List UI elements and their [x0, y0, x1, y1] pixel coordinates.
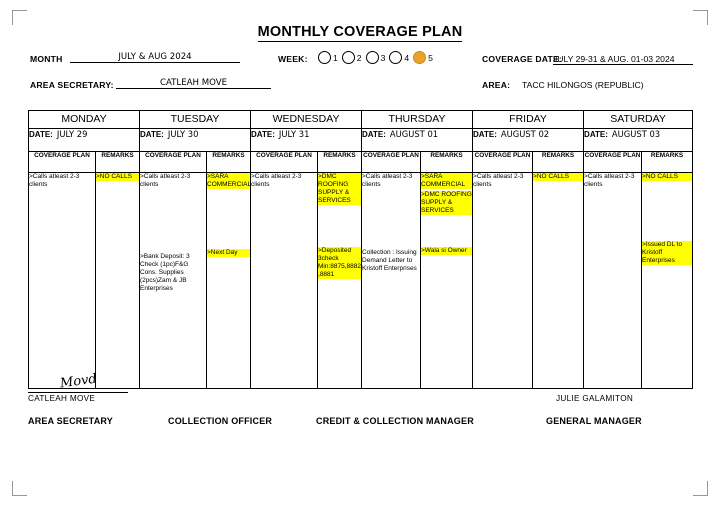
date-label: DATE: — [584, 130, 608, 139]
table-row-subheaders — [29, 152, 693, 173]
month-label: MONTH — [30, 54, 63, 64]
remark-item: >SARA COMMERCIAL — [207, 173, 252, 188]
cell-coverage-thursday[interactable] — [362, 173, 421, 389]
remark-item: >Next Day — [207, 249, 250, 257]
table-row-day-headers — [29, 111, 693, 129]
coverage-item: >Calls atleast 2-3 clients — [140, 173, 191, 188]
cell-remarks-tuesday[interactable] — [207, 173, 251, 389]
date-label: DATE: — [362, 130, 386, 139]
date-cell-thursday[interactable] — [362, 129, 473, 152]
month-value[interactable]: JULY & AUG 2024 — [70, 52, 240, 63]
signature-role-general-manager: GENERAL MANAGER — [546, 416, 642, 426]
coverage-item: >Calls atleast 2-3 clients — [29, 173, 80, 188]
coverage-item: >Calls atleast 2-3 clients — [584, 173, 635, 188]
table-row-dates — [29, 129, 693, 152]
cell-remarks-monday[interactable] — [96, 173, 140, 389]
subheader-remarks-friday: REMARKS — [533, 152, 584, 173]
spacer — [421, 217, 472, 247]
circle-icon — [342, 51, 355, 64]
coverage-date-label: COVERAGE DATE: — [482, 54, 562, 64]
remark-item: >DMC ROOFING SUPPLY & SERVICES — [421, 191, 472, 214]
week-option-2-label: 2 — [356, 52, 362, 63]
remark-item: >NO CALLS — [642, 173, 692, 181]
cell-coverage-monday[interactable] — [29, 173, 96, 389]
cell-coverage-wednesday[interactable] — [251, 173, 318, 389]
subheader-coverage-plan-saturday: COVERAGE PLAN — [584, 152, 642, 173]
crop-mark-top-right — [693, 10, 708, 25]
date-cell-saturday[interactable] — [584, 129, 693, 152]
remark-item: >DMC ROOFING SUPPLY & SERVICES — [318, 173, 361, 205]
cell-coverage-tuesday[interactable] — [140, 173, 207, 389]
remark-item: >Issued DL to Kristoff Enterprises — [642, 241, 692, 265]
page-title — [0, 24, 720, 40]
week-option-1-label: 1 — [333, 52, 338, 63]
day-header-wednesday: WEDNESDAY — [251, 111, 362, 129]
crop-mark-bottom-right — [693, 481, 708, 496]
week-option-5-selected[interactable] — [413, 51, 433, 64]
subheader-coverage-plan-friday: COVERAGE PLAN — [473, 152, 533, 173]
cell-remarks-wednesday[interactable] — [318, 173, 362, 389]
date-value-thursday: AUGUST 01 — [389, 129, 439, 139]
date-label: DATE: — [473, 130, 497, 139]
subheader-remarks-wednesday: REMARKS — [318, 152, 362, 173]
crop-mark-top-left — [12, 10, 27, 25]
signature-name-area-secretary: CATLEAH MOVE — [28, 394, 96, 403]
week-option-4-label: 4 — [404, 52, 410, 63]
week-option-3-label: 3 — [380, 52, 386, 63]
date-value-friday: AUGUST 02 — [500, 129, 550, 139]
area-secretary-value[interactable]: CATLEAH MOVE — [116, 78, 271, 89]
circle-icon — [366, 51, 379, 64]
subheader-coverage-plan-wednesday: COVERAGE PLAN — [251, 152, 318, 173]
subheader-coverage-plan-tuesday: COVERAGE PLAN — [140, 152, 207, 173]
crop-mark-bottom-left — [12, 481, 27, 496]
coverage-item: >Calls atleast 2-3 clients — [251, 173, 302, 188]
week-label: WEEK: — [278, 54, 308, 64]
circle-icon — [389, 51, 402, 64]
remark-item: >Deposited 3check Min:8875,8882 ,8881 — [318, 247, 362, 278]
date-value-tuesday: JULY 30 — [167, 129, 199, 139]
spacer — [207, 191, 250, 249]
area-value[interactable]: TACC HILONGOS (REPUBLIC) — [522, 80, 644, 90]
week-option-4[interactable] — [389, 51, 409, 64]
week-option-1[interactable] — [318, 51, 338, 64]
week-option-5-label: 5 — [428, 52, 433, 63]
header-fields — [30, 50, 694, 94]
remark-item: >SARA COMMERCIAL — [421, 173, 472, 189]
subheader-remarks-saturday: REMARKS — [642, 152, 693, 173]
coverage-date-value[interactable]: JULY 29-31 & AUG. 01-03 2024 — [553, 54, 693, 65]
cell-coverage-saturday[interactable] — [584, 173, 642, 389]
date-cell-wednesday[interactable] — [251, 129, 362, 152]
signature-role-credit-manager: CREDIT & COLLECTION MANAGER — [316, 416, 474, 426]
coverage-plan-table — [28, 110, 693, 389]
remark-item: >NO CALLS — [533, 173, 583, 181]
remark-item: >Wala si Owner — [421, 247, 472, 255]
week-option-2[interactable] — [342, 51, 362, 64]
signature-role-area-secretary: AREA SECRETARY — [28, 416, 113, 426]
page-title-text: MONTHLY COVERAGE PLAN — [257, 24, 463, 40]
coverage-item: Collection : Issuing Demand Letter to Kristoff Enterprises — [362, 249, 417, 272]
cell-coverage-friday[interactable] — [473, 173, 533, 389]
week-options[interactable] — [318, 51, 435, 64]
date-value-saturday: AUGUST 03 — [611, 129, 661, 139]
remark-item: >NO CALLS — [96, 173, 139, 181]
date-value-monday: JULY 29 — [56, 129, 88, 139]
day-header-friday: FRIDAY — [473, 111, 584, 129]
day-header-tuesday: TUESDAY — [140, 111, 251, 129]
date-cell-monday[interactable] — [29, 129, 140, 152]
cell-remarks-friday[interactable] — [533, 173, 584, 389]
signature-scribble: Movd — [59, 371, 98, 392]
day-header-thursday: THURSDAY — [362, 111, 473, 129]
subheader-coverage-plan-monday: COVERAGE PLAN — [29, 152, 96, 173]
coverage-item: >Bank Deposit: 3 Check (1pc)F&G Cons. Supplies (2pcs)Zam & JB Enterprises — [140, 253, 190, 292]
subheader-remarks-monday: REMARKS — [96, 152, 140, 173]
date-cell-tuesday[interactable] — [140, 129, 251, 152]
coverage-item: >Calls atleast 2-3 clients — [473, 173, 524, 188]
table-row-content — [29, 173, 693, 389]
subheader-remarks-thursday: REMARKS — [421, 152, 473, 173]
date-label: DATE: — [251, 130, 275, 139]
circle-filled-icon — [413, 51, 426, 64]
date-label: DATE: — [140, 130, 164, 139]
signature-name-general-manager: JULIE GALAMITON — [556, 394, 634, 403]
spacer — [318, 207, 361, 247]
area-secretary-label: AREA SECRETARY: — [30, 80, 114, 90]
date-cell-friday[interactable] — [473, 129, 584, 152]
day-header-saturday: SATURDAY — [584, 111, 693, 129]
circle-icon — [318, 51, 331, 64]
day-header-monday: MONDAY — [29, 111, 140, 129]
spacer — [642, 183, 692, 241]
week-option-3[interactable] — [366, 51, 386, 64]
coverage-item: >Calls atleast 2-3 clients — [362, 173, 413, 188]
spacer — [140, 191, 206, 253]
cell-remarks-saturday[interactable] — [642, 173, 693, 389]
spacer — [362, 191, 420, 249]
area-label: AREA: — [482, 80, 511, 90]
subheader-remarks-tuesday: REMARKS — [207, 152, 251, 173]
signature-role-collection-officer: COLLECTION OFFICER — [168, 416, 273, 426]
date-label: DATE: — [29, 130, 53, 139]
cell-remarks-thursday[interactable] — [421, 173, 473, 389]
date-value-wednesday: JULY 31 — [278, 129, 310, 139]
signature-line-area-secretary — [28, 392, 128, 393]
subheader-coverage-plan-thursday: COVERAGE PLAN — [362, 152, 421, 173]
